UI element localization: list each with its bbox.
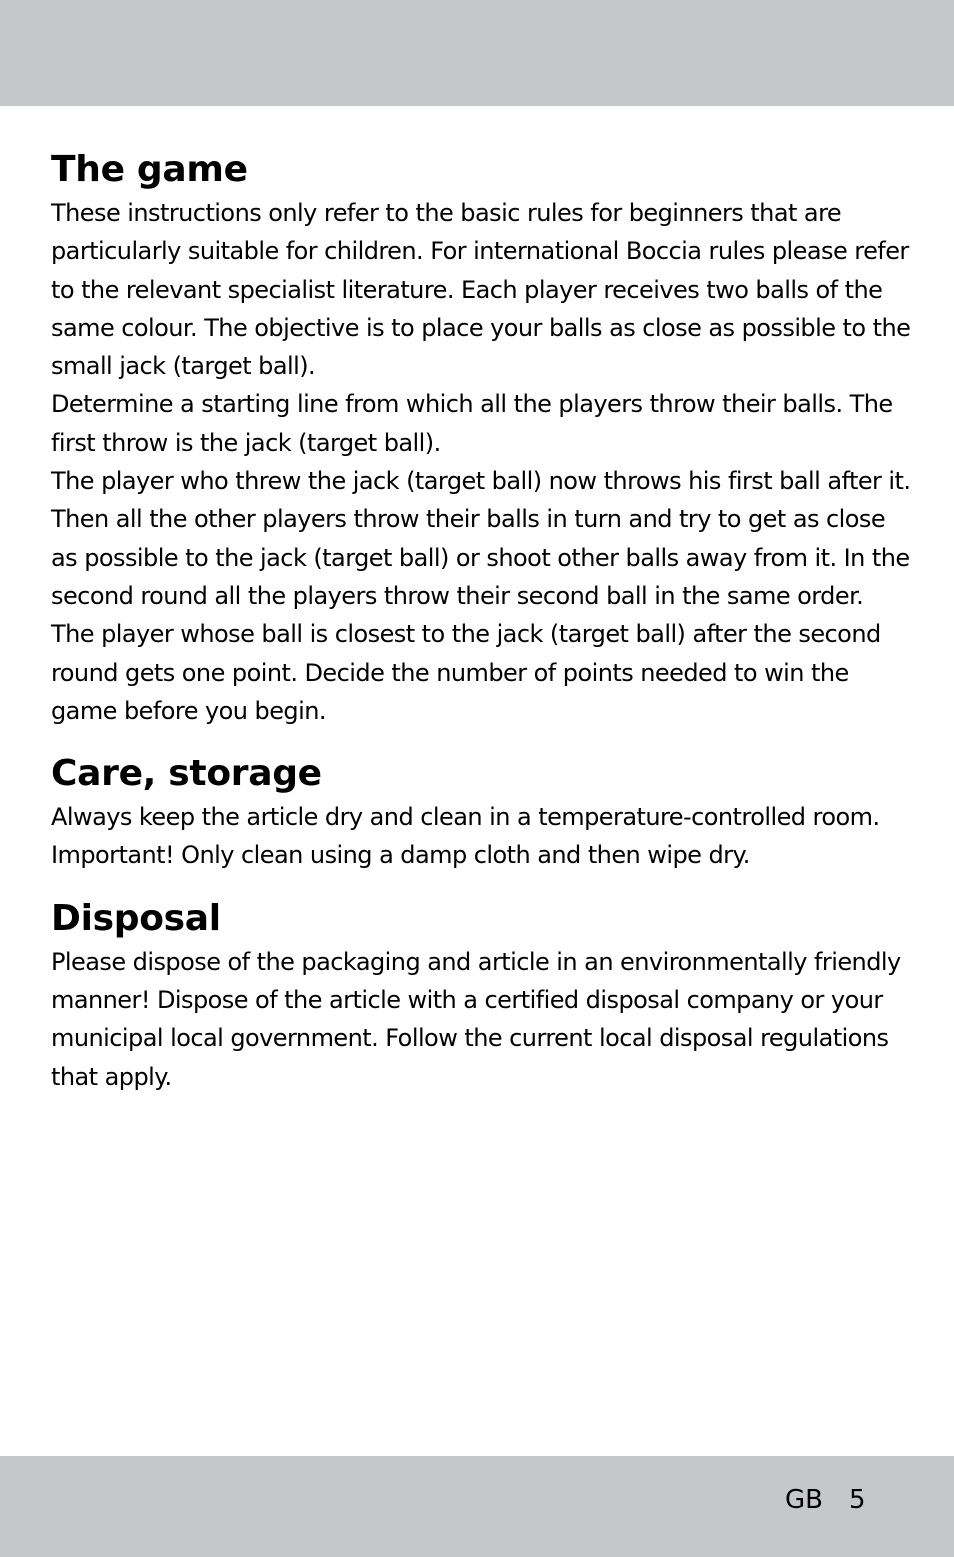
header-band <box>0 0 954 106</box>
page-footer <box>785 1482 866 1518</box>
section-care-storage <box>51 750 911 875</box>
paragraph: Determine a starting line from which all the players throw their balls. The first throw is the jack (target ball). <box>51 390 893 457</box>
section-heading: Care, storage <box>51 753 322 795</box>
paragraph: Always keep the article dry and clean in a temperature-controlled room. Important! Only clean using a damp cloth and then wipe dry. <box>51 803 880 870</box>
paragraph: The player who threw the jack (target ball) now throws his first ball after it. Then all the other players throw their balls in turn and try to get as close as possible to the jack (target ball) or shoot other balls away from it. In the second round all the players throw their second ball in the same order. The player whose ball is closest to the jack (target ball) after the second round gets one point. Decide the number of points needed to win the game before you begin. <box>51 467 911 725</box>
section-the-game <box>51 146 911 730</box>
paragraph: Please dispose of the packaging and article in an environmentally friendly manner! Dispose of the article with a certified disposal company or your municipal local government. Follow the current local disposal regulations that apply. <box>51 947 901 1091</box>
section-heading: Disposal <box>51 897 221 939</box>
language-code: GB <box>785 1485 823 1515</box>
section-heading: The game <box>51 149 248 190</box>
section-disposal <box>51 895 911 1096</box>
paragraph: These instructions only refer to the basic rules for beginners that are particularly suitable for children. For international Boccia rules please refer to the relevant specialist literature. Each player receives two balls of the same colour. The objective is to place your balls as close as possible to the small jack (target ball). <box>51 199 911 381</box>
page-number: 5 <box>848 1485 866 1515</box>
page-content <box>51 146 911 1116</box>
